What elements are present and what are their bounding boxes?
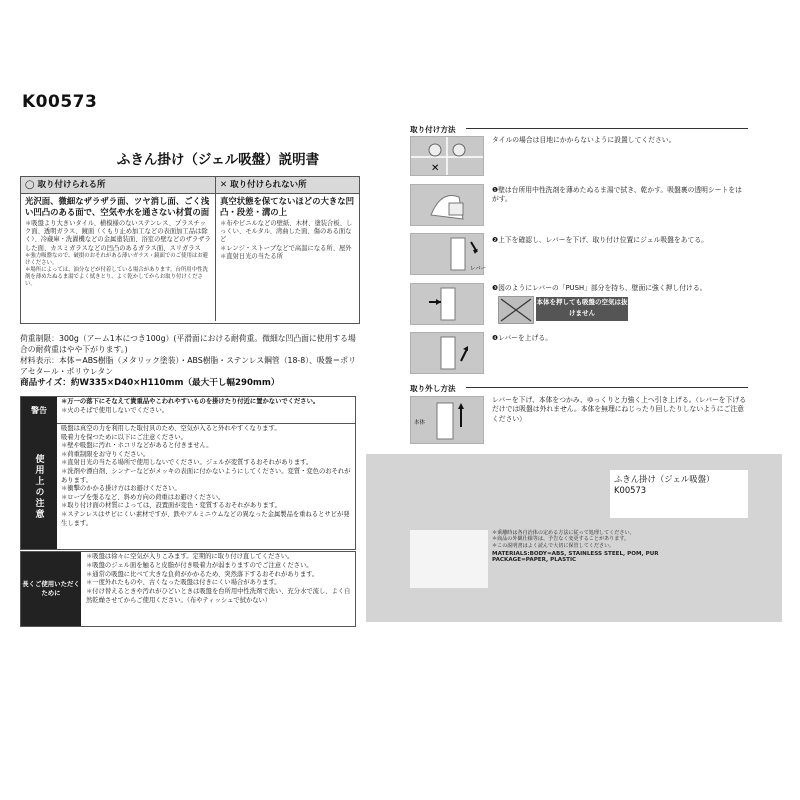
step-text-tile: タイルの場合は目地にかからないように設置してください。 (492, 136, 676, 144)
ng-column (216, 196, 359, 321)
caution-line: 吸盤は真空の力を利用した取付具のため、空気が入ると外れやすくなります。 (61, 425, 281, 432)
ok-note: ＊吸盤より大きいタイル、横模様のないステンレス、プラスチック面、透明ガラス、鏡面（くもり止め加工などの表面加工品は除く）、冷蔵庫・洗濯機などの金属塗装面、浴室の壁などのザラザラした面、カスミガラスなどの凹凸のあるガラス面、スリガラス (25, 220, 211, 252)
page-title: ふきん掛け（ジェル吸盤）説明書 (116, 152, 320, 168)
lever-label: レバー (470, 266, 487, 272)
lever-up-illustration (411, 333, 483, 373)
ok-header: ◯ 取り付けられる所 (21, 177, 216, 194)
package-note: ＊乗離時は各自治体の定める方法に従って処理してください。 (492, 530, 635, 536)
caution-line: ＊取り付け面の材質によっては、設置面が変色・変質するおそれがあります。 (61, 502, 281, 510)
step-image-tile (410, 136, 484, 176)
remove-heading: 取り外し方法 (410, 384, 456, 393)
warning-label: 警告 (21, 397, 57, 424)
care-line: ＊吸盤は徐々に空気が入りこみます。定期的に取り付け直してください。 (86, 553, 294, 560)
care-line: ＊通常の吸盤に比べて大きな負荷がかかるため、突然落下するおそれがあります。 (86, 570, 319, 578)
package-note: ＊商品の外観仕様等は、予告なく変更することがあります。 (492, 536, 630, 543)
ok-column (21, 194, 216, 321)
push-illustration (411, 284, 483, 324)
care-line: ＊一度外れたものや、古くなった吸盤は付きにくい場合があります。 (86, 579, 281, 587)
step-image-4 (410, 332, 484, 374)
care-line: ＊付け替えるときや汚れがひどいときは吸盤を台所用中性洗剤で洗い、充分水で流し、よく自然乾燥させてからご使用ください。（布やティッシュで拭かない） (86, 588, 351, 604)
product-size: 商品サイズ：約W335×D40×H110mm（最大干し幅290mm） (20, 378, 280, 388)
step-text-1: ❶壁は台所用中性洗剤を薄めたぬるま湯で拭き、乾かす。吸盤裏の透明シートをはがす。 (492, 186, 742, 204)
caution-line: ＊ロープを張るなど、斜め方向の荷重はお避けください。 (61, 493, 225, 501)
step-text-4: ❹レバーを上げる。 (492, 334, 552, 342)
warning-line: ＊万一の落下にそなえて貴重品やこわれやすいものを掛けたり付近に置かないでください。 (61, 398, 320, 405)
tile-illustration (411, 137, 483, 175)
step-image-3 (410, 283, 484, 325)
package-note: ＊この説明書はよく読んで大切に保管してください。 (492, 542, 615, 549)
caution-line: ＊洗剤や漂白剤、シンナーなどがメッキの表面に付かないようにしてください。変質・変色のおそれがあります。 (61, 467, 351, 484)
ng-header: ✕ 取り付けられない所 (216, 177, 359, 194)
cross-icon (499, 297, 533, 323)
caution-line: ＊壁や吸盤に汚れ・ホコリなどがあると付きません。 (61, 442, 213, 450)
warning-table (20, 396, 356, 550)
package-blank-label (410, 530, 488, 588)
wiping-illustration (411, 185, 483, 225)
ng-lead: 真空状態を保てないほどの大きな凹凸・段差・溝の上 (220, 196, 354, 217)
step-text-2: ❷上下を確認し、レバーを下げ、取り付け位置にジェル吸盤をあてる。 (492, 236, 708, 244)
ok-note: ＊場所によっては、油分などが付着している場合があります。台所用中性洗剤を薄めたぬるま湯でよく拭きとり、よく乾かしてからお取り付けください。 (25, 266, 208, 287)
care-body (83, 553, 355, 606)
material-info: 材料表示：本体＝ABS樹脂（メタリック塗装）・ABS樹脂・ステンレス鋼管（18-8）、吸盤＝ポリアセタール・ポリウレタン (20, 356, 356, 376)
ok-lead: 光沢面、微細なザラザラ面、ツヤ消し面、ごく浅い凹凸のある面で、空気や水を通さない材質の面 (25, 196, 210, 217)
mounting-table (20, 176, 360, 324)
caution-line: ＊直射日光の当たる場所で使用しないでください。ジェルが変質するおそれがあります。 (61, 459, 313, 467)
package-label: ふきん掛け（ジェル吸盤） K00573 (610, 470, 748, 518)
ng-note: ＊布やビニルなどの壁紙、木材、塗装合板、しっくい、モルタル、湾曲した面、傷のある面など (220, 220, 353, 244)
step-text-3: ❸図のようにレバーの「PUSH」部分を持ち、壁面に強く押し付ける。 (492, 284, 707, 292)
care-line: ＊吸盤のジェル面を触ると皮脂が付き吸着力が弱まりますのでご注意ください。 (86, 561, 313, 569)
ng-note: ＊レンジ・ストーブなどで高温になる所、屋外 (220, 244, 352, 252)
specs (20, 333, 360, 389)
care-table (20, 551, 356, 627)
package-packaging: PACKAGE=PAPER, PLASTIC (492, 557, 577, 564)
caution-body (57, 424, 355, 549)
remove-rule (466, 387, 748, 388)
warning-body (57, 397, 355, 424)
caution-line: 吸着力を保つために以下にご注意ください。 (61, 433, 187, 441)
ng-note: ＊直射日光の当たる所 (220, 252, 283, 260)
warning-line: ＊火のそばで使用しないでください。 (61, 406, 169, 414)
step-image-1 (410, 184, 484, 226)
caution-line: ＊ステンレスはサビにくい素材ですが、鉄やアルミニウムなどの異なった金属製品を重ねるとサビが発生します。 (61, 510, 350, 527)
install-heading: 取り付け方法 (410, 125, 456, 134)
remove-text: レバーを下げ、本体をつかみ、ゆっくりと力強く上へ引き上げる。（レバーを下げるだけでは吸盤は外れません。本体を無理にねじったり回したりしないようにご注意ください） (492, 396, 746, 423)
push-crossed-illustration (498, 296, 534, 324)
care-label: 長くご使用いただくために (21, 552, 81, 626)
push-note: 本体を押しても吸盤の空気は抜けません (536, 297, 628, 321)
package-materials: MATERIALS:BODY=ABS, STAINLESS STEEL, POM, PUR (492, 550, 659, 557)
caution-line: ＊衝撃のかかる掛け方はお避けください。 (61, 485, 181, 493)
load-limit: 荷重制限：300g（アーム1本につき100g）(平滑面における耐荷重。微細な凹凸面に使用する場合の耐荷重はやや下がります。) (20, 334, 356, 354)
product-code: K00573 (22, 92, 98, 112)
caution-label: 使用上の注意 (21, 424, 57, 549)
caution-line: ＊荷重制限をお守りください。 (61, 450, 150, 458)
package-text (492, 530, 732, 563)
svg-text:✕: ✕ (431, 163, 440, 174)
body-label: 本体 (414, 420, 426, 426)
ok-note: ＊強力吸盤なので、破損のおそれがある薄いガラス・鏡面でのご使用はお避けください。 (25, 252, 209, 266)
install-rule (466, 128, 748, 129)
